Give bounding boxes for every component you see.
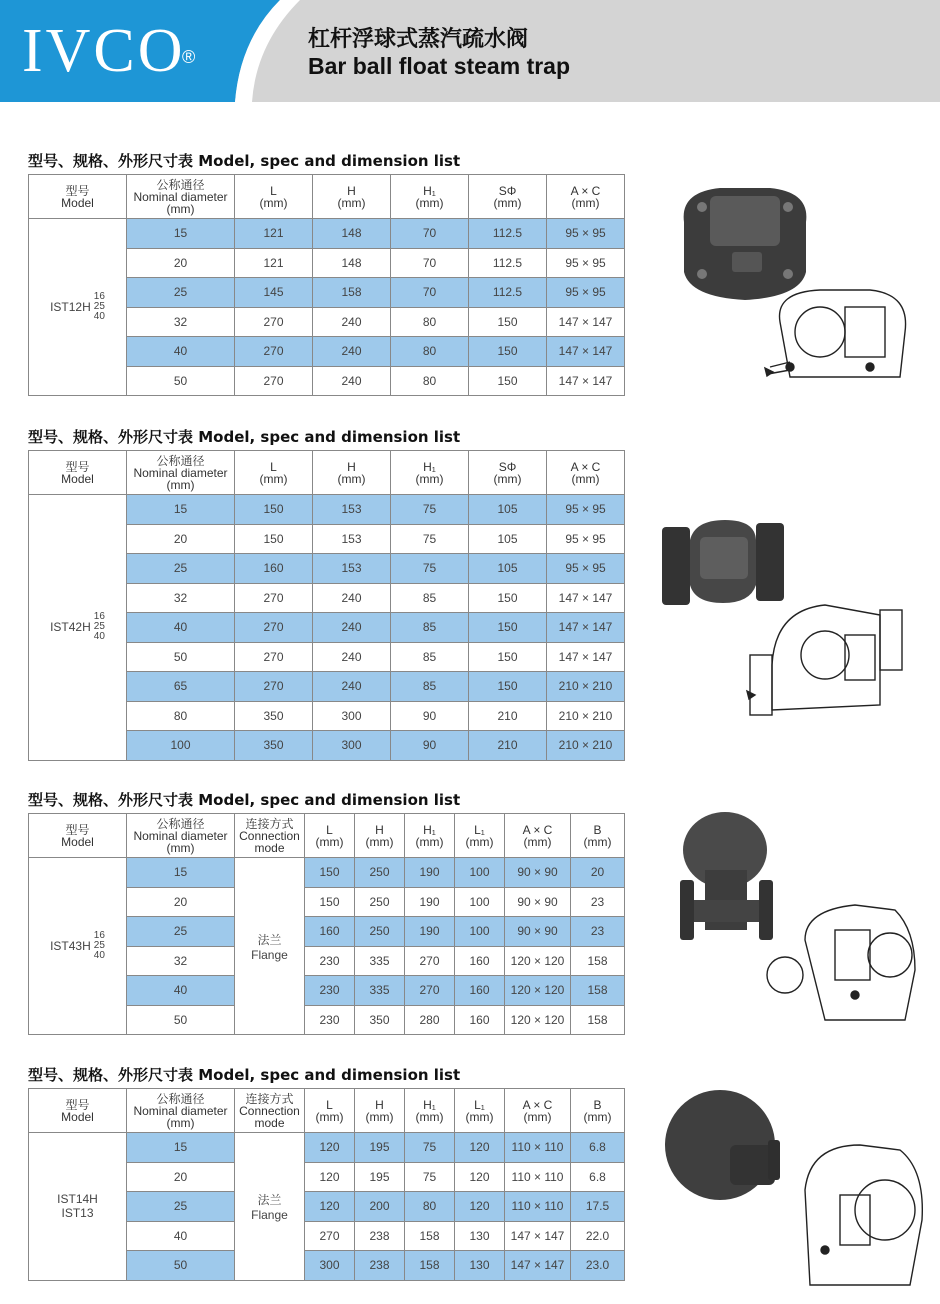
- value-cell: 300: [313, 731, 391, 761]
- nominal-diameter-cell: 40: [127, 1221, 235, 1251]
- value-cell: 80: [391, 337, 469, 367]
- nominal-diameter-cell: 40: [127, 976, 235, 1006]
- value-cell: 210: [469, 701, 547, 731]
- nominal-diameter-cell: 40: [127, 337, 235, 367]
- value-cell: 190: [405, 858, 455, 888]
- value-cell: 6.8: [571, 1133, 625, 1163]
- value-cell: 150: [469, 642, 547, 672]
- value-cell: 130: [455, 1221, 505, 1251]
- nominal-diameter-cell: 80: [127, 701, 235, 731]
- value-cell: 112.5: [469, 278, 547, 308]
- value-cell: 100: [455, 917, 505, 947]
- nominal-diameter-cell: 20: [127, 1162, 235, 1192]
- value-cell: 153: [313, 554, 391, 584]
- value-cell: 240: [313, 613, 391, 643]
- value-cell: 70: [391, 248, 469, 278]
- column-header: A × C (mm): [547, 175, 625, 219]
- nominal-diameter-cell: 65: [127, 672, 235, 702]
- value-cell: 148: [313, 219, 391, 249]
- column-header: A × C (mm): [547, 451, 625, 495]
- value-cell: 335: [355, 976, 405, 1006]
- value-cell: 95 × 95: [547, 524, 625, 554]
- nominal-diameter-cell: 25: [127, 278, 235, 308]
- nominal-diameter-cell: 20: [127, 887, 235, 917]
- value-cell: 145: [235, 278, 313, 308]
- value-cell: 147 × 147: [547, 642, 625, 672]
- column-header: 型号 Model: [29, 1089, 127, 1133]
- value-cell: 270: [235, 642, 313, 672]
- value-cell: 85: [391, 583, 469, 613]
- table-header-row: [29, 451, 625, 495]
- value-cell: 130: [455, 1251, 505, 1281]
- value-cell: 110 × 110: [505, 1162, 571, 1192]
- value-cell: 95 × 95: [547, 278, 625, 308]
- column-header: L (mm): [235, 451, 313, 495]
- nominal-diameter-cell: 32: [127, 946, 235, 976]
- table-header-row: [29, 1089, 625, 1133]
- table-row: [29, 219, 625, 249]
- column-header: H (mm): [313, 175, 391, 219]
- value-cell: 95 × 95: [547, 248, 625, 278]
- pressure-ratings: 16 25 40: [93, 930, 105, 961]
- nominal-diameter-cell: 15: [127, 219, 235, 249]
- value-cell: 121: [235, 219, 313, 249]
- value-cell: 100: [455, 887, 505, 917]
- value-cell: 240: [313, 366, 391, 396]
- value-cell: 148: [313, 248, 391, 278]
- value-cell: 195: [355, 1133, 405, 1163]
- value-cell: 238: [355, 1221, 405, 1251]
- nominal-diameter-cell: 25: [127, 917, 235, 947]
- column-header: B (mm): [571, 814, 625, 858]
- value-cell: 190: [405, 917, 455, 947]
- value-cell: 100: [455, 858, 505, 888]
- value-cell: 300: [305, 1251, 355, 1281]
- value-cell: 120 × 120: [505, 976, 571, 1006]
- value-cell: 210: [469, 731, 547, 761]
- value-cell: 147 × 147: [547, 337, 625, 367]
- column-header: A × C (mm): [505, 814, 571, 858]
- column-header: SΦ (mm): [469, 175, 547, 219]
- value-cell: 80: [391, 366, 469, 396]
- value-cell: 160: [455, 1005, 505, 1035]
- column-header: H (mm): [313, 451, 391, 495]
- column-header: L (mm): [305, 1089, 355, 1133]
- value-cell: 230: [305, 946, 355, 976]
- value-cell: 120: [305, 1162, 355, 1192]
- value-cell: 85: [391, 642, 469, 672]
- value-cell: 158: [313, 278, 391, 308]
- value-cell: 120 × 120: [505, 1005, 571, 1035]
- column-header: H₁ (mm): [391, 451, 469, 495]
- value-cell: 190: [405, 887, 455, 917]
- table-header-row: [29, 175, 625, 219]
- product-photo-ist14h: [665, 1090, 780, 1200]
- table-row: [29, 1133, 625, 1163]
- spec-table-ist14h-ist13: [28, 1088, 625, 1281]
- page-title-chinese: 杠杆浮球式蒸汽疏水阀: [308, 27, 529, 52]
- value-cell: 110 × 110: [505, 1133, 571, 1163]
- value-cell: 150: [469, 672, 547, 702]
- value-cell: 270: [405, 946, 455, 976]
- value-cell: 158: [571, 976, 625, 1006]
- value-cell: 95 × 95: [547, 495, 625, 525]
- model-cell: [29, 495, 127, 761]
- value-cell: 120: [305, 1192, 355, 1222]
- company-logo: IVCO ®: [22, 17, 196, 85]
- value-cell: 160: [305, 917, 355, 947]
- product-photo-ist42h: [662, 520, 784, 605]
- value-cell: 90: [391, 731, 469, 761]
- value-cell: 147 × 147: [547, 307, 625, 337]
- value-cell: 20: [571, 858, 625, 888]
- value-cell: 300: [313, 701, 391, 731]
- value-cell: 150: [469, 583, 547, 613]
- value-cell: 147 × 147: [505, 1221, 571, 1251]
- value-cell: 70: [391, 219, 469, 249]
- column-header: 公称通径 Nominal diameter (mm): [127, 451, 235, 495]
- product-photo-ist12h: [684, 188, 807, 300]
- value-cell: 158: [571, 1005, 625, 1035]
- column-header: 型号 Model: [29, 814, 127, 858]
- value-cell: 153: [313, 495, 391, 525]
- value-cell: 6.8: [571, 1162, 625, 1192]
- page-title-english: Bar ball float steam trap: [308, 53, 571, 79]
- column-header: L (mm): [305, 814, 355, 858]
- model-cell: [29, 858, 127, 1035]
- section-title: 型号、规格、外形尺寸表 Model, spec and dimension list: [28, 428, 461, 446]
- column-header: 型号 Model: [29, 175, 127, 219]
- value-cell: 150: [469, 366, 547, 396]
- value-cell: 160: [455, 946, 505, 976]
- value-cell: 280: [405, 1005, 455, 1035]
- value-cell: 90 × 90: [505, 858, 571, 888]
- spec-table-ist12h: [28, 174, 625, 396]
- value-cell: 17.5: [571, 1192, 625, 1222]
- value-cell: 270: [235, 307, 313, 337]
- column-header: L (mm): [235, 175, 313, 219]
- model-name: IST12H: [50, 300, 91, 314]
- value-cell: 150: [235, 495, 313, 525]
- value-cell: 153: [313, 524, 391, 554]
- nominal-diameter-cell: 15: [127, 1133, 235, 1163]
- value-cell: 120: [305, 1133, 355, 1163]
- value-cell: 270: [305, 1221, 355, 1251]
- nominal-diameter-cell: 15: [127, 495, 235, 525]
- value-cell: 270: [235, 613, 313, 643]
- value-cell: 80: [391, 307, 469, 337]
- value-cell: 105: [469, 554, 547, 584]
- model-name: IST14H IST13: [57, 1192, 98, 1221]
- value-cell: 270: [235, 672, 313, 702]
- value-cell: 270: [235, 366, 313, 396]
- value-cell: 210 × 210: [547, 672, 625, 702]
- value-cell: 110 × 110: [505, 1192, 571, 1222]
- value-cell: 158: [405, 1251, 455, 1281]
- value-cell: 75: [405, 1133, 455, 1163]
- column-header: H₁ (mm): [391, 175, 469, 219]
- value-cell: 158: [571, 946, 625, 976]
- value-cell: 350: [235, 701, 313, 731]
- value-cell: 210 × 210: [547, 701, 625, 731]
- nominal-diameter-cell: 25: [127, 554, 235, 584]
- value-cell: 240: [313, 672, 391, 702]
- value-cell: 105: [469, 524, 547, 554]
- ist43h-product-illustration: [675, 810, 930, 1035]
- table-row: [29, 858, 625, 888]
- cutaway-drawing-ist43h: [767, 905, 915, 1020]
- value-cell: 240: [313, 583, 391, 613]
- nominal-diameter-cell: 32: [127, 583, 235, 613]
- value-cell: 23: [571, 917, 625, 947]
- value-cell: 250: [355, 858, 405, 888]
- value-cell: 120: [455, 1133, 505, 1163]
- column-header: 连接方式 Connection mode: [235, 1089, 305, 1133]
- value-cell: 90 × 90: [505, 917, 571, 947]
- value-cell: 121: [235, 248, 313, 278]
- value-cell: 200: [355, 1192, 405, 1222]
- value-cell: 70: [391, 278, 469, 308]
- value-cell: 150: [235, 524, 313, 554]
- value-cell: 147 × 147: [547, 583, 625, 613]
- value-cell: 158: [405, 1221, 455, 1251]
- column-header: H₁ (mm): [405, 1089, 455, 1133]
- page-header: [0, 0, 940, 102]
- value-cell: 105: [469, 495, 547, 525]
- column-header: L₁ (mm): [455, 1089, 505, 1133]
- value-cell: 90 × 90: [505, 887, 571, 917]
- value-cell: 240: [313, 307, 391, 337]
- value-cell: 238: [355, 1251, 405, 1281]
- section-title: 型号、规格、外形尺寸表 Model, spec and dimension list: [28, 152, 461, 170]
- column-header: L₁ (mm): [455, 814, 505, 858]
- column-header: SΦ (mm): [469, 451, 547, 495]
- value-cell: 250: [355, 887, 405, 917]
- connection-mode-cell: 法兰 Flange: [235, 858, 305, 1035]
- column-header: A × C (mm): [505, 1089, 571, 1133]
- model-cell: [29, 1133, 127, 1281]
- cutaway-drawing-ist42h: [747, 605, 902, 715]
- table-row: [29, 495, 625, 525]
- column-header: 公称通径 Nominal diameter (mm): [127, 1089, 235, 1133]
- value-cell: 350: [355, 1005, 405, 1035]
- column-header: 型号 Model: [29, 451, 127, 495]
- value-cell: 270: [235, 583, 313, 613]
- value-cell: 80: [405, 1192, 455, 1222]
- value-cell: 120 × 120: [505, 946, 571, 976]
- value-cell: 160: [235, 554, 313, 584]
- value-cell: 150: [469, 307, 547, 337]
- value-cell: 112.5: [469, 219, 547, 249]
- spec-table-ist43h: [28, 813, 625, 1035]
- ist12h-product-illustration: [670, 182, 930, 397]
- value-cell: 75: [391, 524, 469, 554]
- column-header: H₁ (mm): [405, 814, 455, 858]
- value-cell: 75: [405, 1162, 455, 1192]
- value-cell: 147 × 147: [547, 366, 625, 396]
- model-name: IST43H: [50, 939, 91, 953]
- pressure-ratings: 16 25 40: [93, 611, 105, 643]
- value-cell: 90: [391, 701, 469, 731]
- value-cell: 335: [355, 946, 405, 976]
- column-header: B (mm): [571, 1089, 625, 1133]
- nominal-diameter-cell: 50: [127, 1251, 235, 1281]
- value-cell: 23.0: [571, 1251, 625, 1281]
- value-cell: 120: [455, 1192, 505, 1222]
- value-cell: 95 × 95: [547, 554, 625, 584]
- spec-table-ist42h: [28, 450, 625, 761]
- value-cell: 95 × 95: [547, 219, 625, 249]
- value-cell: 112.5: [469, 248, 547, 278]
- product-photo-ist43h: [680, 812, 773, 940]
- value-cell: 85: [391, 672, 469, 702]
- column-header: H (mm): [355, 1089, 405, 1133]
- connection-mode-cell: 法兰 Flange: [235, 1133, 305, 1281]
- column-header: 公称通径 Nominal diameter (mm): [127, 814, 235, 858]
- nominal-diameter-cell: 32: [127, 307, 235, 337]
- column-header: 连接方式 Connection mode: [235, 814, 305, 858]
- value-cell: 240: [313, 642, 391, 672]
- value-cell: 160: [455, 976, 505, 1006]
- value-cell: 150: [469, 337, 547, 367]
- value-cell: 350: [235, 731, 313, 761]
- value-cell: 120: [455, 1162, 505, 1192]
- nominal-diameter-cell: 20: [127, 524, 235, 554]
- model-name: IST42H: [50, 620, 91, 635]
- value-cell: 75: [391, 495, 469, 525]
- value-cell: 147 × 147: [547, 613, 625, 643]
- section-title: 型号、规格、外形尺寸表 Model, spec and dimension list: [28, 1066, 461, 1084]
- value-cell: 147 × 147: [505, 1251, 571, 1281]
- value-cell: 150: [305, 858, 355, 888]
- cutaway-drawing-ist14h: [805, 1145, 922, 1285]
- value-cell: 22.0: [571, 1221, 625, 1251]
- nominal-diameter-cell: 50: [127, 1005, 235, 1035]
- value-cell: 230: [305, 976, 355, 1006]
- model-cell: [29, 219, 127, 396]
- cutaway-drawing-ist12h: [765, 290, 906, 377]
- value-cell: 150: [469, 613, 547, 643]
- nominal-diameter-cell: 50: [127, 366, 235, 396]
- ist14h-product-illustration: [660, 1090, 935, 1295]
- column-header: H (mm): [355, 814, 405, 858]
- nominal-diameter-cell: 100: [127, 731, 235, 761]
- value-cell: 240: [313, 337, 391, 367]
- value-cell: 230: [305, 1005, 355, 1035]
- value-cell: 23: [571, 887, 625, 917]
- value-cell: 270: [405, 976, 455, 1006]
- value-cell: 195: [355, 1162, 405, 1192]
- column-header: 公称通径 Nominal diameter (mm): [127, 175, 235, 219]
- nominal-diameter-cell: 15: [127, 858, 235, 888]
- value-cell: 270: [235, 337, 313, 367]
- nominal-diameter-cell: 20: [127, 248, 235, 278]
- nominal-diameter-cell: 40: [127, 613, 235, 643]
- value-cell: 250: [355, 917, 405, 947]
- nominal-diameter-cell: 50: [127, 642, 235, 672]
- section-title: 型号、规格、外形尺寸表 Model, spec and dimension list: [28, 791, 461, 809]
- value-cell: 210 × 210: [547, 731, 625, 761]
- table-header-row: [29, 814, 625, 858]
- value-cell: 75: [391, 554, 469, 584]
- value-cell: 150: [305, 887, 355, 917]
- value-cell: 85: [391, 613, 469, 643]
- nominal-diameter-cell: 25: [127, 1192, 235, 1222]
- ist42h-product-illustration: [660, 515, 930, 730]
- pressure-ratings: 16 25 40: [93, 291, 105, 322]
